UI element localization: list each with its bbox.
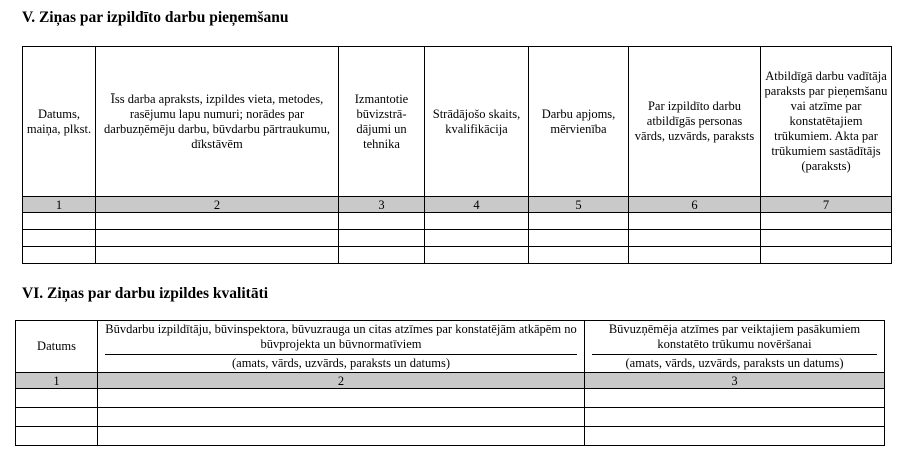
column-number-row (16, 373, 885, 389)
table-cell[interactable] (16, 389, 98, 408)
column-number-row (23, 197, 892, 213)
col-header-date: Datums (16, 321, 98, 373)
table-cell[interactable] (629, 230, 761, 247)
table-row (16, 408, 885, 427)
col-header-materials: Izmantotie būvizstrā-dājumi un tehnika (339, 47, 425, 197)
col-header-workers: Strādājošo skaits, kvalifikācija (425, 47, 529, 197)
table-cell[interactable] (761, 247, 892, 264)
table-cell[interactable] (339, 247, 425, 264)
col-header-acceptance: Atbildīgā darbu vadītāja paraksts par pieņemšanu vai atzīme par konstatētajiem trūkumiem. Akta par trūkumiem sastādītājs (paraksts) (761, 47, 892, 197)
table-cell[interactable] (529, 213, 629, 230)
table-cell[interactable] (16, 427, 98, 446)
col-number: 2 (96, 197, 339, 213)
table-cell[interactable] (96, 230, 339, 247)
col-header-corrections (585, 321, 885, 373)
header-row (16, 321, 885, 373)
col-header-date: Datums, maiņa, plkst. (23, 47, 96, 197)
col-number: 7 (761, 197, 892, 213)
col-number: 3 (339, 197, 425, 213)
table-cell[interactable] (425, 230, 529, 247)
deviations-heading: Būvdarbu izpildītāju, būvinspektora, būvuzrauga un citas atzīmes par konstatējām atkāpēm no būvprojekta un būvnormatīviem (105, 322, 577, 351)
table-row (23, 230, 892, 247)
deviations-signature-caption: (amats, vārds, uzvārds, paraksts un datums) (105, 354, 577, 371)
table-cell[interactable] (96, 213, 339, 230)
table-cell[interactable] (629, 247, 761, 264)
col-number: 2 (98, 373, 585, 389)
section-5-title: V. Ziņas par izpildīto darbu pieņemšanu (22, 9, 289, 26)
col-header-volume: Darbu apjoms, mērvienība (529, 47, 629, 197)
col-header-deviations (98, 321, 585, 373)
table-row (23, 213, 892, 230)
table-cell[interactable] (16, 408, 98, 427)
table-cell[interactable] (339, 213, 425, 230)
table-cell[interactable] (529, 247, 629, 264)
table-cell[interactable] (585, 408, 885, 427)
table-row (23, 247, 892, 264)
table-cell[interactable] (629, 213, 761, 230)
table-cell[interactable] (23, 247, 96, 264)
header-row (23, 47, 892, 197)
corrections-signature-caption: (amats, vārds, uzvārds, paraksts un datums) (592, 354, 877, 371)
table-cell[interactable] (585, 427, 885, 446)
corrections-heading: Būvuzņēmēja atzīmes par veiktajiem pasākumiem konstatēto trūkumu novēršanai (608, 322, 861, 351)
col-header-description: Īss darba apraksts, izpildes vieta, metodes, rasējumu lapu numuri; norādes par darbuzņēmēju darbu, būvdarbu pārtraukumu, dīkstāvēm (96, 47, 339, 197)
table-cell[interactable] (23, 213, 96, 230)
col-number: 4 (425, 197, 529, 213)
col-header-responsible: Par izpildīto darbu atbildīgās personas vārds, uzvārds, paraksts (629, 47, 761, 197)
table-cell[interactable] (339, 230, 425, 247)
col-number: 1 (23, 197, 96, 213)
table-cell[interactable] (23, 230, 96, 247)
table-cell[interactable] (98, 408, 585, 427)
work-acceptance-table (22, 46, 892, 264)
col-number: 1 (16, 373, 98, 389)
table-cell[interactable] (585, 389, 885, 408)
table-cell[interactable] (98, 427, 585, 446)
section-6-title: VI. Ziņas par darbu izpildes kvalitāti (22, 285, 269, 302)
col-number: 3 (585, 373, 885, 389)
table-cell[interactable] (96, 247, 339, 264)
table-cell[interactable] (425, 213, 529, 230)
table-row (16, 427, 885, 446)
table-cell[interactable] (529, 230, 629, 247)
col-number: 5 (529, 197, 629, 213)
table-cell[interactable] (761, 230, 892, 247)
table-cell[interactable] (98, 389, 585, 408)
col-number: 6 (629, 197, 761, 213)
table-row (16, 389, 885, 408)
table-cell[interactable] (425, 247, 529, 264)
work-quality-table (15, 320, 885, 446)
table-cell[interactable] (761, 213, 892, 230)
